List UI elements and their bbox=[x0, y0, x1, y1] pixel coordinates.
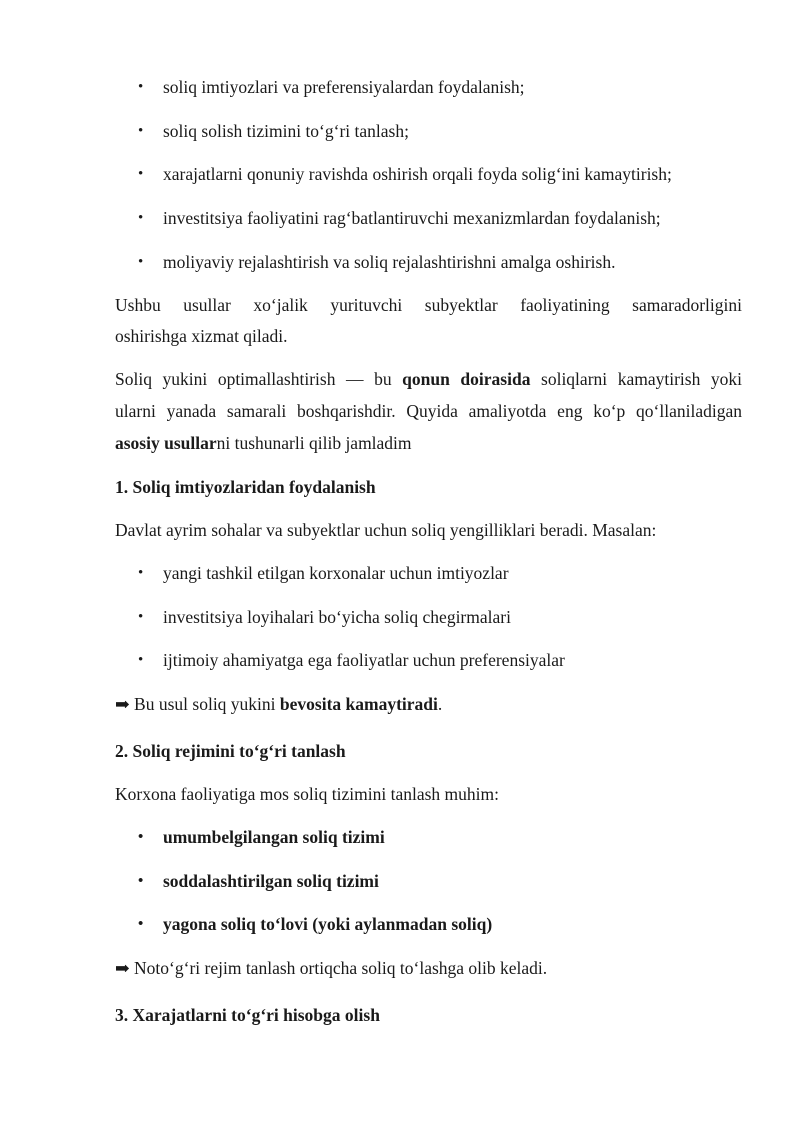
note-line bbox=[115, 693, 742, 715]
paragraph-line bbox=[115, 432, 742, 454]
text-span: ni tushunarli qilib jamladim bbox=[216, 433, 412, 453]
section-heading: 3. Xarajatlarni to‘g‘ri hisobga olish bbox=[115, 1005, 380, 1025]
bold-phrase: bevosita kamaytiradi bbox=[279, 694, 438, 714]
text-span: . bbox=[437, 694, 443, 714]
note-line bbox=[115, 957, 742, 979]
list-item: • investitsiya loyihalari bo‘yicha soliq chegirmalari bbox=[163, 606, 511, 628]
bold-phrase: qonun doirasida bbox=[402, 369, 531, 389]
list-item: • umumbelgilangan soliq tizimi bbox=[163, 826, 385, 848]
list-item: • investitsiya faoliyatini rag‘batlantiruvchi mexanizmlardan foydalanish; bbox=[163, 207, 661, 229]
list-item: • yagona soliq to‘lovi (yoki aylanmadan soliq) bbox=[163, 913, 492, 935]
bold-phrase: asosiy usullar bbox=[115, 433, 217, 453]
paragraph-line bbox=[115, 368, 742, 390]
arrow-icon: ➡ bbox=[115, 958, 130, 978]
section-heading: 1. Soliq imtiyozlaridan foydalanish bbox=[115, 477, 376, 497]
section-heading: 2. Soliq rejimini to‘g‘ri tanlash bbox=[115, 741, 346, 761]
list-item: • soddalashtirilgan soliq tizimi bbox=[163, 870, 379, 892]
text-span: Soliq yukini optimallashtirish — bu bbox=[115, 369, 403, 389]
paragraph-line: Davlat ayrim sohalar va subyektlar uchun soliq yengilliklari beradi. Masalan: bbox=[115, 520, 657, 540]
list-item: • soliq solish tizimini to‘g‘ri tanlash; bbox=[163, 120, 409, 142]
arrow-icon: ➡ bbox=[115, 694, 130, 714]
paragraph-line: Ushbu usullar xo‘jalik yurituvchi subyektlar faoliyatining samaradorligini bbox=[115, 295, 742, 315]
paragraph-line: Korxona faoliyatiga mos soliq tizimini tanlash muhim: bbox=[115, 784, 499, 804]
list-item: • soliq imtiyozlari va preferensiyalardan foydalanish; bbox=[163, 76, 525, 98]
paragraph-line: ularni yanada samarali boshqarishdir. Quyida amaliyotda eng ko‘p qo‘llaniladigan bbox=[115, 401, 742, 421]
text-span: Bu usul soliq yukini bbox=[129, 694, 280, 714]
list-item: • xarajatlarni qonuniy ravishda oshirish orqali foyda solig‘ini kamaytirish; bbox=[163, 163, 672, 185]
list-item: • moliyaviy rejalashtirish va soliq rejalashtirishni amalga oshirish. bbox=[163, 251, 615, 273]
list-item: • yangi tashkil etilgan korxonalar uchun imtiyozlar bbox=[163, 562, 509, 584]
text-span: soliqlarni kamaytirish yoki bbox=[530, 369, 743, 389]
paragraph-line: oshirishga xizmat qiladi. bbox=[115, 326, 288, 346]
list-item: • ijtimoiy ahamiyatga ega faoliyatlar uchun preferensiyalar bbox=[163, 649, 565, 671]
text-span: Noto‘g‘ri rejim tanlash ortiqcha soliq to‘lashga olib keladi. bbox=[129, 958, 548, 978]
